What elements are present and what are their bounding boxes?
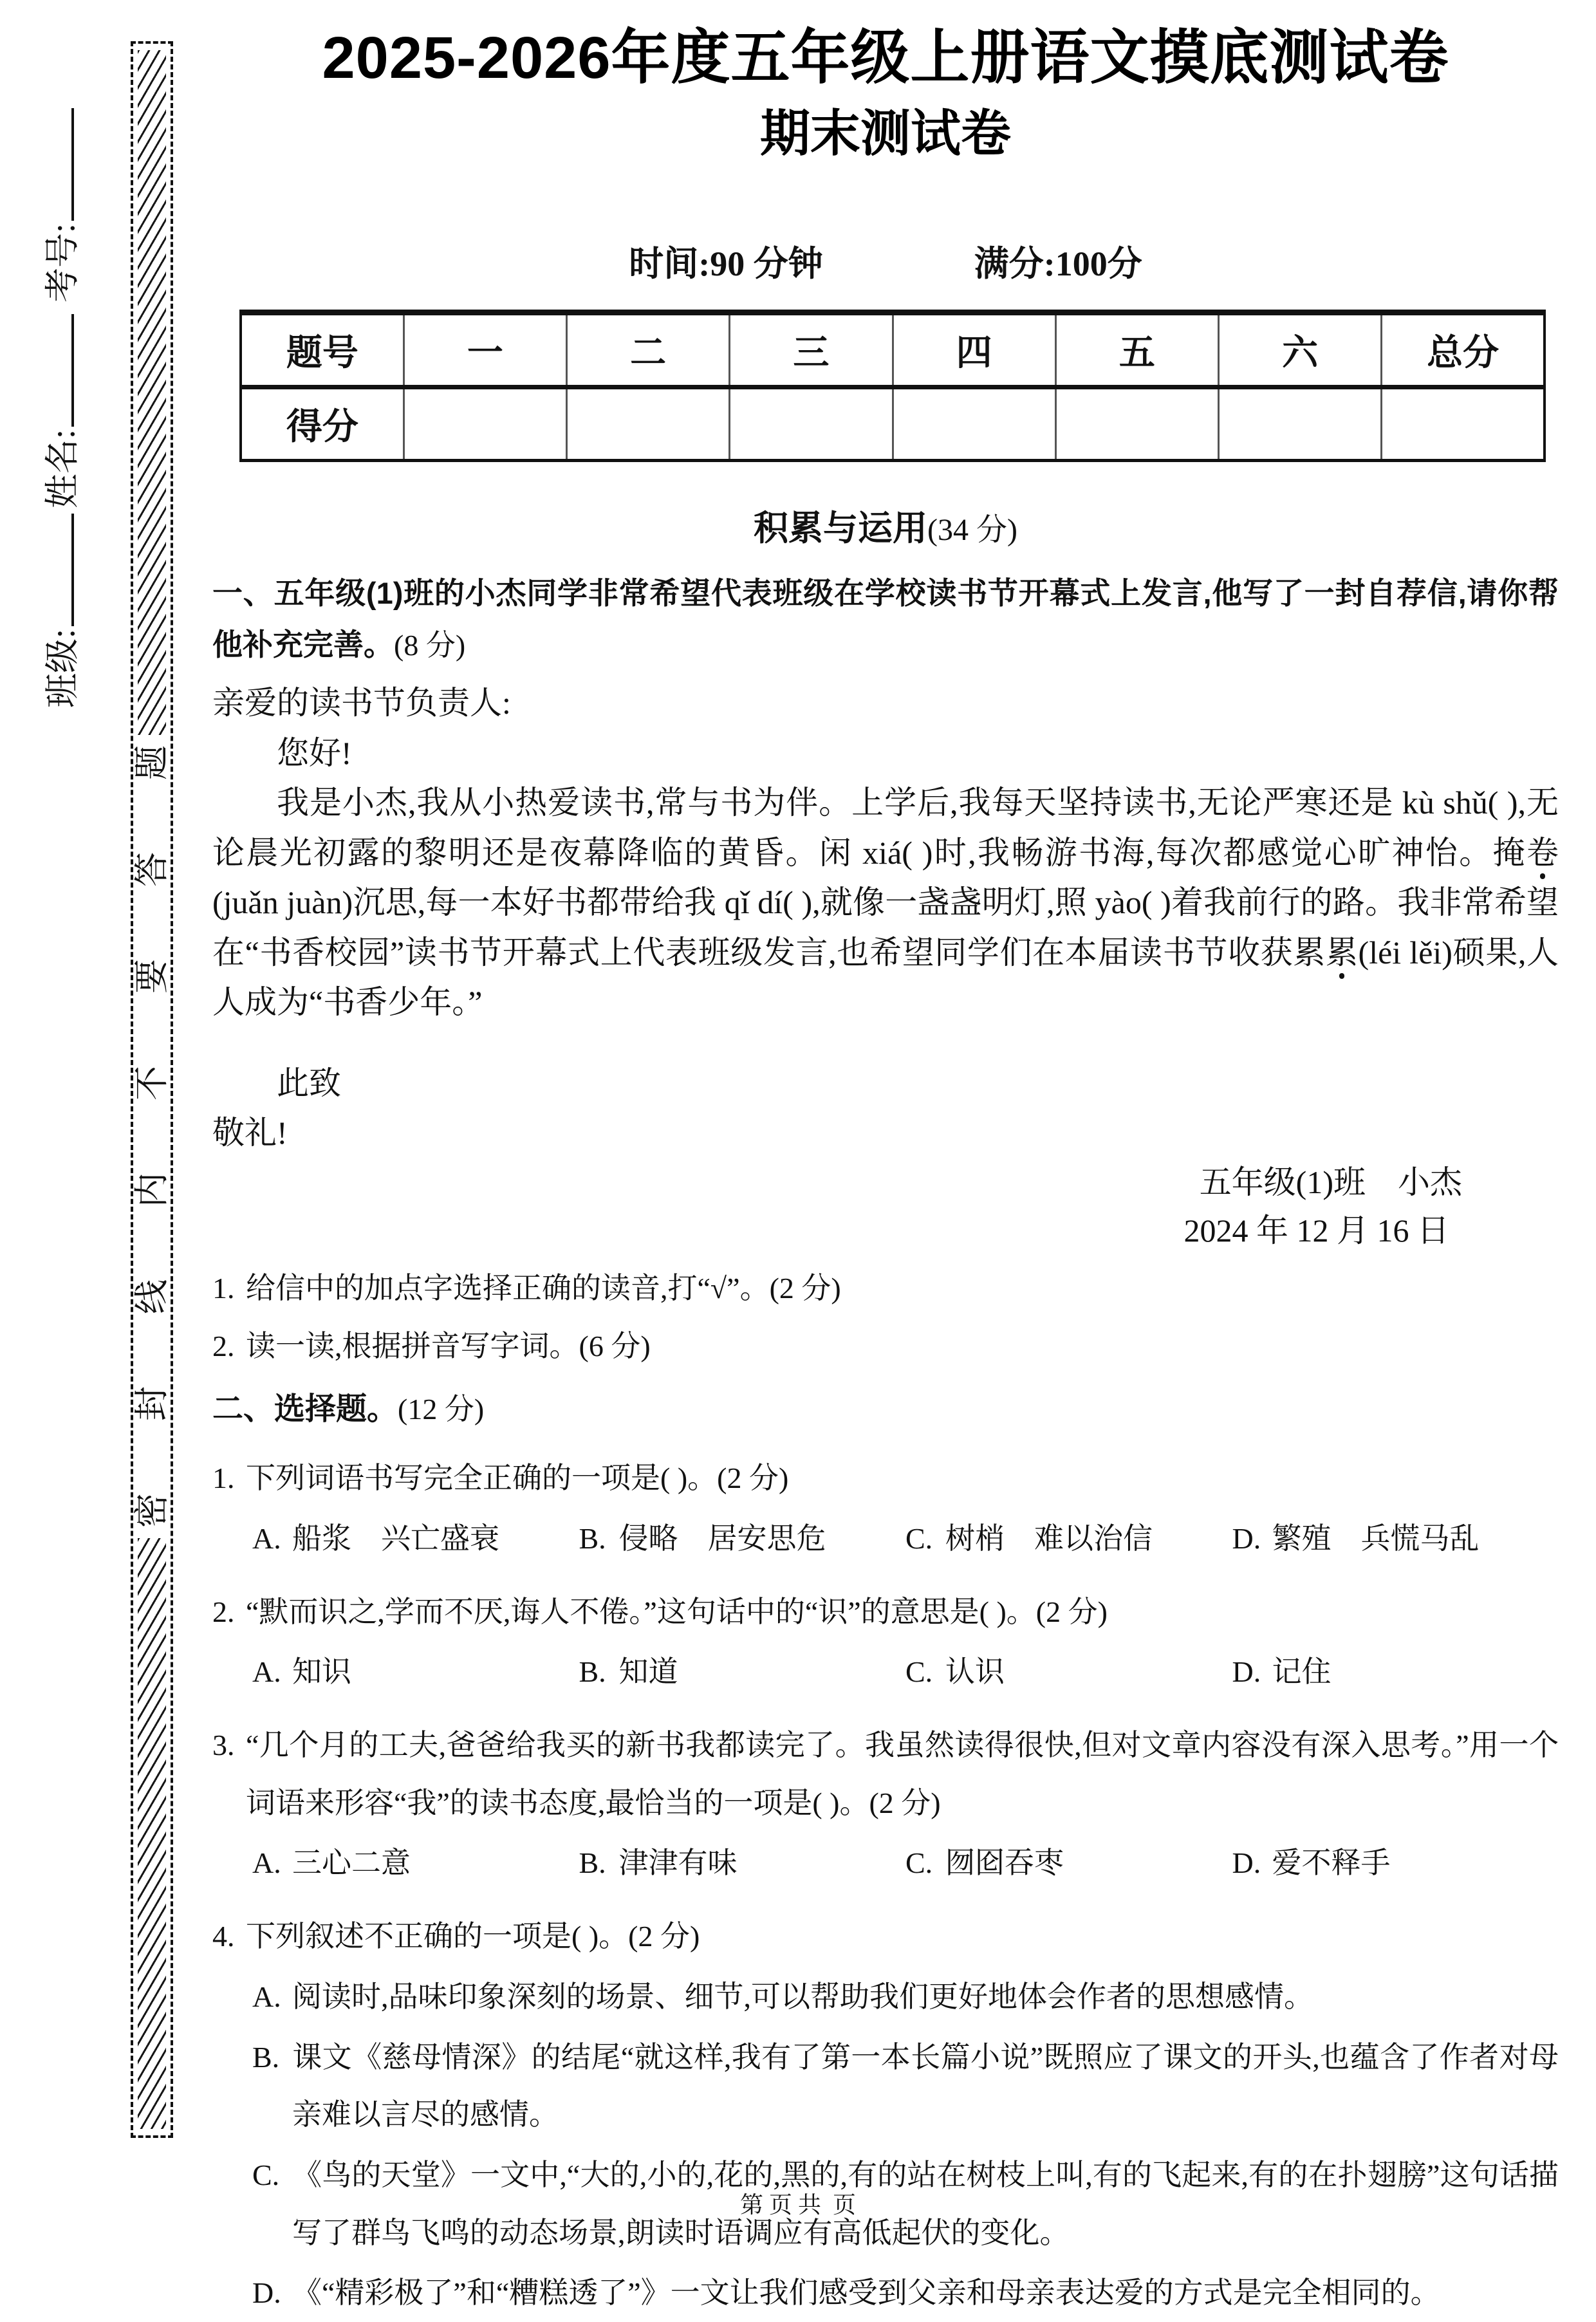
option-b: B. 课文《慈母情深》的结尾“就这样,我有了第一本长篇小说”既照应了课文的开头,也蕴含了作者对母亲难以言尽的感情。 [252,2040,1559,2132]
hatch-pattern-bottom-icon [138,1538,166,2129]
dotted-character: 累 [1325,934,1359,971]
option-b: B. 津津有味 [579,1846,738,1880]
hatch-pattern-top-icon [138,50,166,735]
score-table-header-cell: 总分 [1382,313,1545,387]
option-a: A. 阅读时,品味印象深刻的场景、细节,可以帮助我们更好地体会作者的思想感情。 [252,1980,1313,2013]
class-label: 班级: [43,628,82,708]
score-table-header-cell: 二 [567,313,730,387]
option-c: C. 《鸟的天堂》一文中,“大的,小的,花的,黑的,有的站在树枝上叫,有的飞起来,有的在扑翅膀”这句话描写了群鸟飞鸣的动态场景,朗读时语调应有高低起伏的变化。 [252,2158,1559,2249]
option-c: C. 囫囵吞枣 [905,1846,1064,1880]
dotted-character: 卷 [1526,834,1559,871]
exam-number-field [41,90,86,302]
exam-number-blank [65,108,74,221]
score-table-header-cell: 六 [1219,313,1382,387]
score-cell [404,387,566,461]
score-cell [1219,387,1382,461]
sub-question-text: 读一读,根据拼音写字词。(6 分) [246,1329,651,1362]
option-b: B. 侵略 居安思危 [579,1522,826,1556]
option-a: A. 船浆 兴亡盛衰 [252,1522,499,1556]
section2-heading-points: (12 分) [398,1392,485,1426]
score-cell [1382,387,1545,461]
section1-heading-points: (34 分) [927,513,1017,548]
score-table-header-cell: 题号 [241,313,404,387]
choice-question-4 [212,1908,1559,1965]
page-subtitle: 期末测试卷 [759,106,1011,162]
seal-line-strip [131,41,173,2138]
class-blank [65,514,74,626]
seal-char: 答 [133,851,171,887]
choice-question-2 [212,1583,1559,1641]
letter-body-segment: 我是小杰,我从小热爱读书,常与书为伴。上学后,我每天坚持读书,无论严寒还是 kù shǔ( ),无论晨光初露的黎明还是夜幕降临的黄昏。闲 xiá( )时,我畅游书海,每次都感觉心旷神怡。掩 [212,785,1559,871]
score-cell [730,387,893,461]
letter-salutation: 亲爱的读书节负责人: [212,685,511,721]
choice-question-3 [212,1716,1559,1832]
choice-question-1 [212,1449,1559,1507]
student-name-blank [65,314,74,427]
question-text: 下列叙述不正确的一项是( )。(2 分) [246,1920,700,1953]
question-text: “几个月的工夫,爸爸给我买的新书我都读完了。我虽然读得很快,但对文章内容没有深入思考。”用一个词语来形容“我”的读书态度,最恰当的一项是( )。(2 分) [246,1729,1559,1819]
seal-char: 题 [133,745,171,780]
student-name-field [41,296,86,508]
option-a: A. 三心二意 [252,1846,411,1880]
seal-char: 要 [133,958,171,994]
seal-char: 线 [133,1279,171,1314]
score-cell [893,387,1055,461]
option-a: A. 知识 [252,1655,351,1689]
section2-heading [212,1385,1559,1435]
question-text: “默而识之,学而不厌,诲人不倦。”这句话中的“识”的意思是( )。(2 分) [246,1595,1108,1628]
exam-meta [212,244,1559,284]
letter-body-segment: (juǎn juàn)沉思,每一本好书都带给我 qǐ dí( ),就像一盏盏明灯,照 yào( )着我前行的路。我非常希望在“书香校园”读书节开幕式上代表班级发言,也希望同学们在本届读书节收获累 [212,884,1559,971]
seal-char: 不 [133,1065,171,1101]
main-content [212,26,1559,2322]
letter-signature: 五年级(1)班 小杰 [1199,1164,1462,1200]
seal-char: 密 [133,1492,171,1528]
score-table-score-row [241,387,1545,461]
letter-body [212,778,1559,1028]
question-text: 下列词语书写完全正确的一项是( )。(2 分) [246,1462,789,1495]
sub-question-number: 1. [212,1271,235,1305]
question1-intro [212,568,1559,671]
option-d: D. 繁殖 兵慌马乱 [1232,1522,1480,1556]
sub-question-2 [212,1322,1559,1371]
score-cell [567,387,730,461]
option-d: D. 记住 [1232,1655,1332,1689]
score-table-header-cell: 五 [1055,313,1218,387]
student-name-label: 姓名: [43,429,82,508]
sub-question-number: 2. [212,1329,235,1362]
score-table-header-row [241,313,1545,387]
seal-line-vertical-text [133,741,171,1532]
sub-question-1 [212,1264,1559,1313]
sub-question-text: 给信中的加点字选择正确的读音,打“√”。(2 分) [246,1271,841,1305]
time-limit: 时间:90 分钟 [629,244,823,283]
question-number: 4. [212,1920,235,1953]
class-field [41,496,86,708]
letter-greeting: 您好! [277,734,352,771]
section2-heading-text: 二、选择题。 [212,1391,398,1426]
letter-date: 2024 年 12 月 16 日 [1183,1212,1449,1249]
exam-number-label: 考号: [43,223,82,302]
score-row-label: 得分 [241,387,404,461]
score-table-header-cell: 三 [730,313,893,387]
question1-intro-text: 一、五年级(1)班的小杰同学非常希望代表班级在学校读书节开幕式上发言,他写了一封自荐信,请你帮他补充完善。 [212,576,1559,662]
seal-char: 内 [133,1172,171,1207]
score-table-header-cell: 一 [404,313,566,387]
score-table [239,310,1546,462]
option-d: D. 《“精彩极了”和“糟糕透了”》一文让我们感受到父亲和母亲表达爱的方式是完全相同的。 [252,2276,1440,2310]
score-table-header-cell: 四 [893,313,1055,387]
question-number: 1. [212,1462,235,1495]
question1-intro-points: (8 分) [394,629,466,662]
choice-question-1-options [252,1510,1559,1568]
option-c: C. 认识 [905,1655,1005,1689]
option-b: B. 知道 [579,1655,678,1689]
letter-salute: 敬礼! [212,1115,288,1151]
letter-closing: 此致 [277,1064,341,1101]
choice-question-2-options [252,1643,1559,1701]
choice-question-3-options [252,1834,1559,1892]
option-d: D. 爱不释手 [1232,1846,1391,1880]
option-c: C. 树梢 难以治信 [905,1522,1153,1556]
question-number: 3. [212,1729,235,1762]
self-recommendation-letter [212,678,1559,1255]
page-title: 2025-2026年度五年级上册语文摸底测试卷 [322,25,1449,91]
score-cell [1055,387,1218,461]
question-number: 2. [212,1595,235,1628]
page-footer: 第 页 共 页 [739,2192,856,2218]
letter-body-segment: (léi lěi)硕果,人人成为“书香少年。” [212,934,1559,1021]
full-score: 满分:100分 [974,244,1142,283]
section1-heading-text: 积累与运用 [754,509,927,548]
section1-heading [212,508,1559,548]
seal-char: 封 [133,1386,171,1421]
